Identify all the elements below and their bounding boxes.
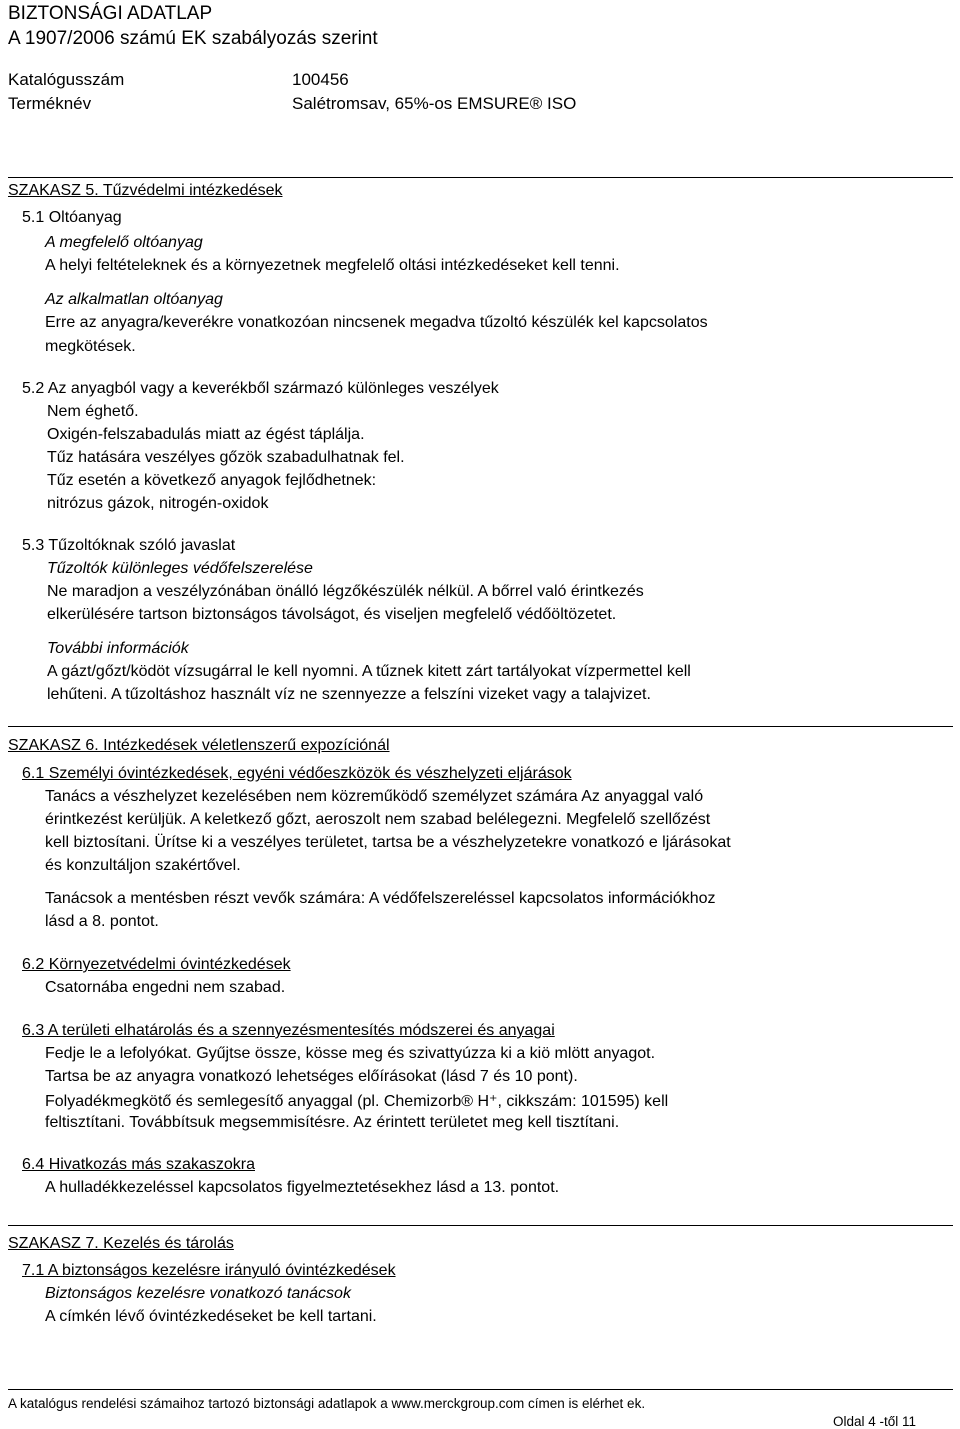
hazard-line-5: nitrózus gázok, nitrogén-oxidok — [47, 495, 269, 512]
unsuitable-media-text-1: Erre az anyagra/keverékre vonatkozóan nincsenek megadva tűzoltó készülék kel kapcsolatos — [45, 314, 708, 331]
personal-precautions-text-1: Tanács a vészhelyzet kezelésében nem közreműködő személyzet számára Az anyaggal való — [45, 788, 704, 805]
containment-line-3: Folyadékmegkötő és semlegesítő anyaggal (pl. Chemizorb® H⁺, cikkszám: 101595) kell — [45, 1093, 669, 1110]
responders-advice-text-1: Tanácsok a mentésben részt vevők számára: A védőfelszereléssel kapcsolatos információkhoz — [45, 890, 716, 907]
hazard-line-1: Nem éghető. — [47, 403, 139, 420]
firefighter-equipment-heading: Tűzoltók különleges védőfelszerelése — [47, 560, 313, 577]
section-divider — [8, 726, 953, 727]
footer-divider — [8, 1389, 953, 1390]
section-divider — [8, 1225, 953, 1226]
further-info-text-1: A gázt/gőzt/ködöt vízsugárral le kell nyomni. A tűznek kitett zárt tartályokat vízpermettel kell — [47, 663, 691, 680]
document-title: BIZTONSÁGI ADATLAP — [8, 3, 213, 24]
hazard-line-3: Tűz hatására veszélyes gőzök szabadulhatnak fel. — [47, 449, 405, 466]
responders-advice-text-2: lásd a 8. pontot. — [45, 913, 159, 930]
suitable-media-text: A helyi feltételeknek és a környezetnek megfelelő oltási intézkedéseket kell tenni. — [45, 257, 620, 274]
hazard-line-4: Tűz esetén a következő anyagok fejlődhetnek: — [47, 472, 377, 489]
subsection-7-1-title: 7.1 A biztonságos kezelésre irányuló óvintézkedések — [22, 1262, 396, 1279]
unsuitable-media-heading: Az alkalmatlan oltóanyag — [45, 291, 223, 308]
further-info-text-2: lehűteni. A tűzoltáshoz használt víz ne szennyezze a felszíni vizeket vagy a talajvizet. — [47, 686, 651, 703]
firefighter-equipment-text-1: Ne maradjon a veszélyzónában önálló légzőkészülék nélkül. A bőrrel való érintkezés — [47, 583, 644, 600]
subsection-6-3-title: 6.3 A területi elhatárolás és a szennyezésmentesítés módszerei és anyagai — [22, 1022, 555, 1039]
product-value: Salétromsav, 65%-os EMSURE® ISO — [292, 94, 577, 113]
subsection-6-2-title: 6.2 Környezetvédelmi óvintézkedések — [22, 956, 291, 973]
catalog-label: Katalógusszám — [8, 70, 125, 89]
containment-line-4: feltisztítani. Továbbítsuk megsemmisítésre. Az érintett területet meg kell tisztítani. — [45, 1114, 620, 1131]
containment-line-1: Fedje le a lefolyókat. Gyűjtse össze, kösse meg és szivattyúzza ki a kiö mlött anyagot. — [45, 1045, 656, 1062]
catalog-value: 100456 — [292, 70, 349, 89]
personal-precautions-text-4: és konzultáljon szakértővel. — [45, 857, 241, 874]
subsection-6-4-title: 6.4 Hivatkozás más szakaszokra — [22, 1156, 255, 1173]
personal-precautions-text-3: kell biztosítani. Ürítse ki a veszélyes területet, tartsa be a vészhelyzetekre vonatkozó e ljárásokat — [45, 834, 731, 851]
hazard-line-2: Oxigén-felszabadulás miatt az égést táplálja. — [47, 426, 365, 443]
subsection-5-1-title: 5.1 Oltóanyag — [22, 209, 122, 226]
page-number: Oldal 4 -től 11 — [833, 1414, 917, 1429]
regulation-subtitle: A 1907/2006 számú EK szabályozás szerint — [8, 28, 378, 49]
safe-handling-heading: Biztonságos kezelésre vonatkozó tanácsok — [45, 1285, 351, 1302]
section-7-title: SZAKASZ 7. Kezelés és tárolás — [8, 1235, 234, 1252]
personal-precautions-text-2: érintkezést kerüljük. A keletkező gőzt, aeroszolt nem szabad belélegezni. Megfelelő szellőzést — [45, 811, 711, 828]
section-6-title: SZAKASZ 6. Intézkedések véletlenszerű expozíciónál — [8, 737, 390, 754]
section-5-title: SZAKASZ 5. Tűzvédelmi intézkedések — [8, 182, 283, 199]
containment-line-2: Tartsa be az anyagra vonatkozó lehetséges előírásokat (lásd 7 és 10 pont). — [45, 1068, 578, 1085]
subsection-5-3-title: 5.3 Tűzoltóknak szóló javaslat — [22, 537, 236, 554]
footer-note: A katalógus rendelési számaihoz tartozó biztonsági adatlapok a www.merckgroup.com címen is elérhet ek. — [8, 1396, 646, 1411]
firefighter-equipment-text-2: elkerülésére tartson biztonságos távolságot, és viseljen megfelelő védőöltözetet. — [47, 606, 617, 623]
subsection-5-2-title: 5.2 Az anyagból vagy a keverékből származó különleges veszélyek — [22, 380, 499, 397]
section-divider — [8, 177, 953, 178]
product-label: Terméknév — [8, 94, 92, 113]
environmental-precautions-text: Csatornába engedni nem szabad. — [45, 979, 286, 996]
unsuitable-media-text-2: megkötések. — [45, 338, 136, 355]
suitable-media-heading: A megfelelő oltóanyag — [45, 234, 203, 251]
reference-text: A hulladékkezeléssel kapcsolatos figyelmeztetésekhez lásd a 13. pontot. — [45, 1179, 560, 1196]
safe-handling-text: A címkén lévő óvintézkedéseket be kell tartani. — [45, 1308, 377, 1325]
further-info-heading: További információk — [47, 640, 189, 657]
subsection-6-1-title: 6.1 Személyi óvintézkedések, egyéni védőeszközök és vészhelyzeti eljárások — [22, 765, 572, 782]
